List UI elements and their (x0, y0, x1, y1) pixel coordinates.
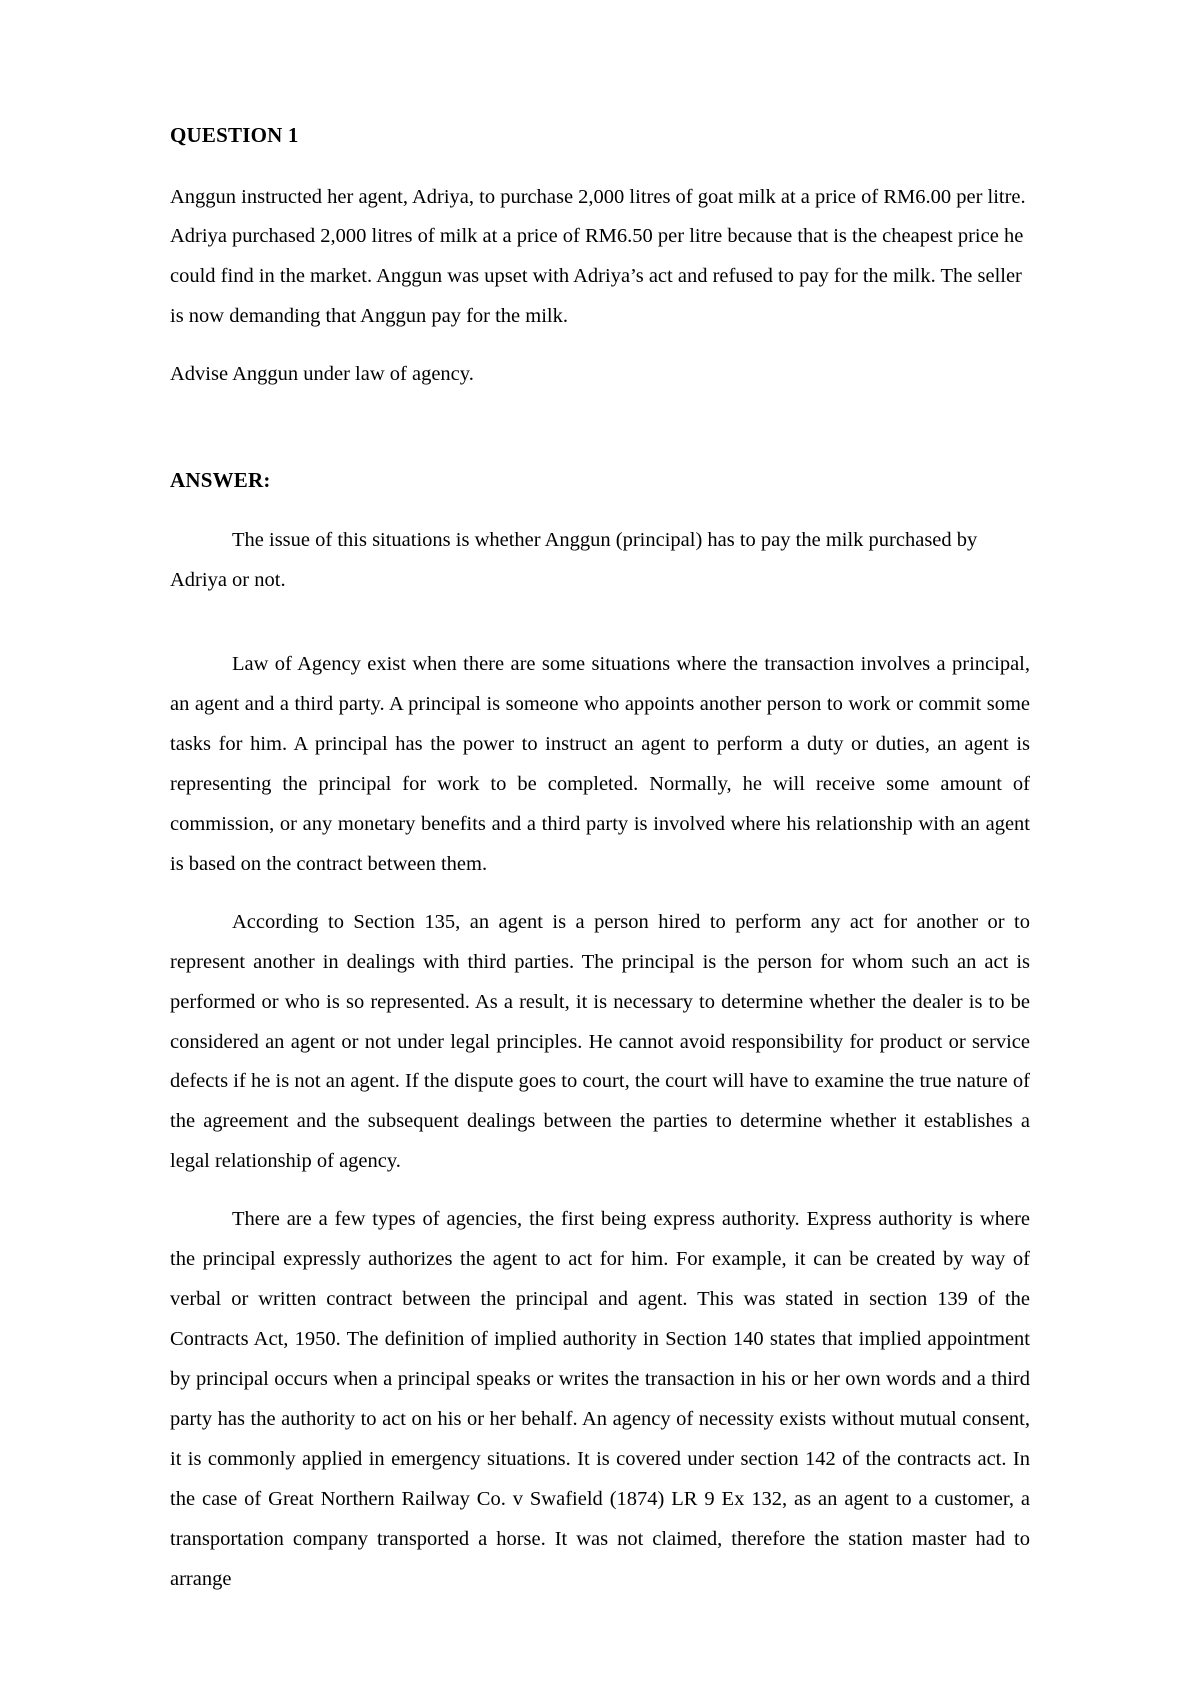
paragraph-spacer-1 (170, 619, 1030, 645)
document-body (170, 120, 1030, 1600)
question-paragraph-2: Advise Anggun under law of agency. (170, 363, 474, 386)
answer-paragraph-4: There are a few types of agencies, the first being express authority. Express authority is where the principal expressly authorizes the agent to act for him. For example, it can be created by way of verbal or written contract between the principal and agent. This was stated in section 139 of the Contracts Act, 1950. The definition of implied authority in Section 140 states that implied appointment by principal occurs when a principal speaks or writes the transaction in his or her own words and a third party has the authority to act on his or her behalf. An agency of necessity exists without mutual consent, it is commonly applied in emergency situations. It is covered under section 142 of the contracts act. In the case of Great Northern Railway Co. v Swafield (1874) LR 9 Ex 132, as an agent to a customer, a transportation company transported a horse. It was not claimed, therefore the station master had to arrange (170, 1208, 1030, 1591)
question-paragraph-1: Anggun instructed her agent, Adriya, to purchase 2,000 litres of goat milk at a price of RM6.00 per litre. Adriya purchased 2,000 litres of milk at a price of RM6.50 per litre because that is the cheapest price he could find in the market. Anggun was upset with Adriya’s act and refused to pay for the milk. The seller is now demanding that Anggun pay for the milk. (170, 185, 1026, 328)
answer-heading: ANSWER: (170, 468, 271, 493)
answer-paragraph-2: Law of Agency exist when there are some situations where the transaction involves a principal, an agent and a third party. A principal is someone who appoints another person to work or commit some tasks for him. A principal has the power to instruct an agent to perform a duty or duties, an agent is representing the principal for work to be completed. Normally, he will receive some amount of commission, or any monetary benefits and a third party is involved where his relationship with an agent is based on the contract between them. (170, 652, 1030, 875)
question-heading: QUESTION 1 (170, 123, 299, 147)
answer-paragraph-3: According to Section 135, an agent is a person hired to perform any act for another or to represent another in dealings with third parties. The principal is the person for whom such an act is performed or who is so represented. As a result, it is necessary to determine whether the dealer is to be considered an agent or not under legal principles. He cannot avoid responsibility for product or service defects if he is not an agent. If the dispute goes to court, the court will have to examine the true nature of the agreement and the subsequent dealings between the parties to determine whether it establishes a legal relationship of agency. (170, 910, 1030, 1173)
answer-paragraph-1: The issue of this situations is whether Anggun (principal) has to pay the milk purchased by Adriya or not. (170, 528, 978, 591)
section-spacer (170, 413, 1030, 465)
